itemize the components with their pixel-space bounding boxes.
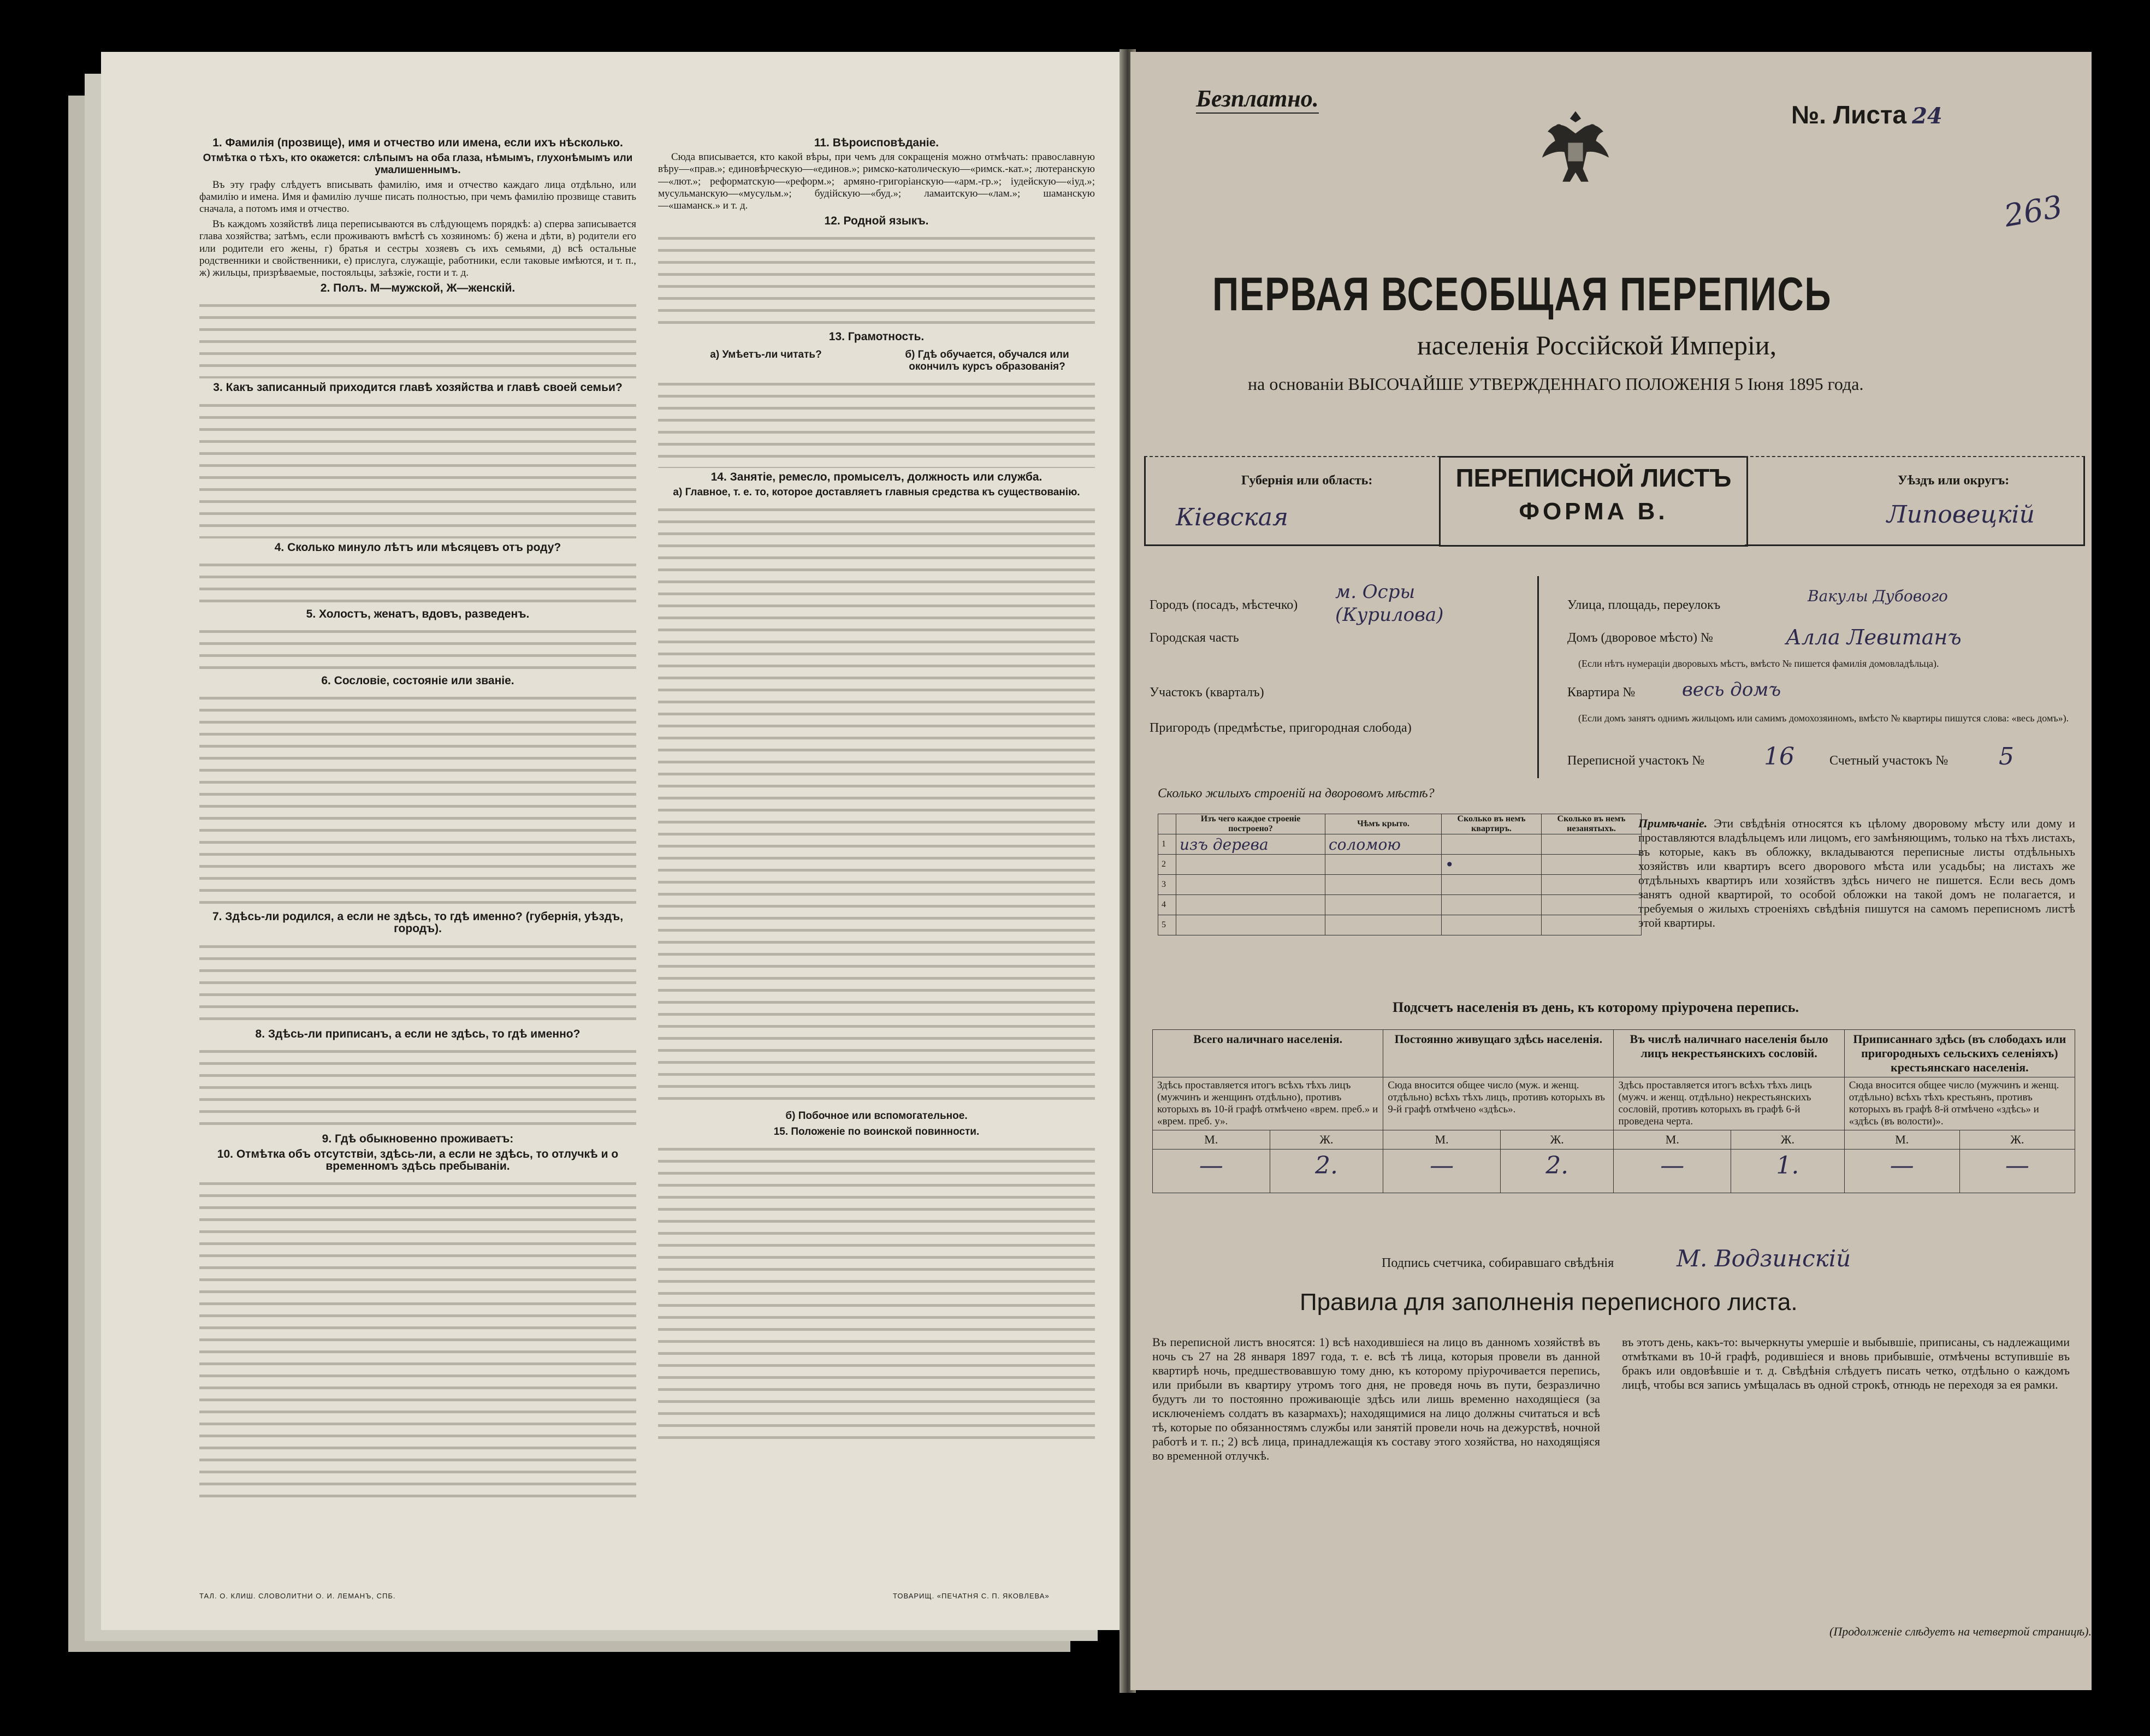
buildings-cell-flats[interactable] (1442, 875, 1542, 895)
form-header (1439, 456, 1748, 547)
section-subheading: Отмѣтка о тѣхъ, кто окажется: слѣпымъ на оба глаза, нѣмымъ, глухонѣмымъ или умалишеннымъ. (203, 152, 633, 176)
section-heading: 7. Здѣсь-ли родился, а если не здѣсь, то гдѣ именно? (губернія, уѣздъ, городъ). (212, 910, 624, 935)
section-subheading: б) Гдѣ обучается, обучался или окончилъ курсъ образованія? (905, 348, 1069, 372)
instructions-column-1 (199, 134, 636, 1586)
buildings-cell-empty[interactable] (1542, 895, 1642, 915)
buildings-question: Сколько жилыхъ строеній на дворовомъ мѣстѣ? (1158, 786, 1435, 801)
right-page-census-form (1130, 52, 2092, 1690)
house-label: Домъ (дворовое мѣсто) № (1567, 631, 1713, 645)
buildings-header: Сколько въ немъ квартиръ. (1442, 814, 1542, 834)
section-heading: 6. Сословіе, состояніе или званіе. (321, 674, 514, 688)
population-header: Приписаннаго здѣсь (въ слободахъ или пригородныхъ сельскихъ селеніяхъ) крестьянскаго населенія. (1844, 1030, 2075, 1077)
text-block (658, 375, 1095, 468)
buildings-cell-roof[interactable] (1325, 855, 1442, 875)
buildings-cell-empty[interactable] (1542, 875, 1642, 895)
precinct-label: Участокъ (кварталъ) (1150, 685, 1264, 700)
buildings-cell-roof[interactable] (1325, 895, 1442, 915)
buildings-cell-n: 4 (1158, 895, 1176, 915)
population-sex-header: Ж. (1731, 1130, 1845, 1150)
page-title: ПЕРВАЯ ВСЕОБЩАЯ ПЕРЕПИСЬ (1212, 268, 1832, 321)
buildings-cell-material[interactable] (1176, 875, 1325, 895)
population-value[interactable]: — (1383, 1150, 1501, 1193)
text-block (199, 623, 636, 672)
buildings-cell-empty[interactable] (1542, 855, 1642, 875)
section-heading: 1. Фамилія (прозвище), имя и отчество или имена, если ихъ нѣсколько. (212, 137, 623, 149)
text-block (199, 689, 636, 908)
census-section-value[interactable]: 16 (1764, 743, 1794, 771)
population-table (1152, 1029, 2075, 1193)
suburb-label: Пригородъ (предмѣстье, пригородная слобода) (1150, 721, 1412, 735)
rules-column-1: Въ переписной листъ вносятся: 1) всѣ находившіеся на лицо въ данномъ хозяйствѣ въ ночь съ 27 на 28 января 1897 года, т. е. всѣ тѣ лица, которыя провели въ данной квартирѣ ночь, предшествовавшую тому дню, къ которому пріурочивается перепись, или прибыли въ квартиру утромъ того дня, не проведя ночь въ пути, безразлично будутъ ли то постоянно проживающіе здѣсь или лишь временно находящіеся (за исключеніемъ солдатъ въ казармахъ); находящимися на лицо должны считаться и всѣ тѣ, которые по обязанностямъ службы или занятій провели ночь на дежурствѣ, ночной работѣ и т. п.; 2) всѣ лица, принадлежащія къ составу этого хозяйства, но находящіяся во временной отлучкѣ. (1152, 1335, 1600, 1462)
population-sex-header: М. (1153, 1130, 1270, 1150)
buildings-header: Чѣмъ крыто. (1325, 814, 1442, 834)
buildings-cell-flats[interactable] (1442, 895, 1542, 915)
buildings-cell-n: 5 (1158, 915, 1176, 935)
instructions-column-2 (658, 134, 1095, 1586)
text-block (199, 938, 636, 1025)
buildings-cell-material[interactable] (1176, 915, 1325, 935)
text-block (199, 556, 636, 605)
street-block (1545, 576, 2086, 778)
town-label: Городъ (посадъ, мѣстечко) (1150, 598, 1298, 612)
section-heading: 14. Занятіе, ремесло, промыселъ, должность или служба. (710, 471, 1043, 484)
buildings-row (1158, 915, 1642, 935)
text-block (199, 297, 636, 378)
signature-value[interactable]: М. Водзинскій (1677, 1245, 1851, 1272)
printer-imprint: ТОВАРИЩ. «ПЕЧАТНЯ С. П. ЯКОВЛЕВА» (893, 1592, 1050, 1600)
population-description: Сюда вносится общее число (мужчинъ и женщ. отдѣльно) всѣхъ тѣхъ крестьянъ, противъ которыхъ въ графѣ 8-й отмѣчено «здѣсь» и «здѣсь (въ волости)». (1844, 1077, 2075, 1130)
buildings-cell-n: 1 (1158, 834, 1176, 855)
population-description: Сюда вносится общее число (муж. и женщ. отдѣльно) всѣхъ тѣхъ лицъ, противъ которыхъ въ 9-й графѣ отмѣчено «здѣсь». (1383, 1077, 1614, 1130)
section-heading: 9. Гдѣ обыкновенно проживаетъ: (322, 1132, 514, 1145)
population-value[interactable]: 2. (1270, 1150, 1383, 1193)
section-heading: 4. Сколько минуло лѣтъ или мѣсяцевъ отъ роду? (274, 541, 561, 554)
sheet-number-label: №. Листа (1791, 100, 1907, 129)
note-title: Примѣчаніе. (1638, 816, 1708, 830)
rules-title: Правила для заполненія переписного листа. (1300, 1289, 1798, 1316)
free-label: Безплатно. (1196, 85, 1319, 114)
district-value[interactable]: Липовецкій (1887, 501, 2035, 529)
population-sex-header: М. (1614, 1130, 1731, 1150)
rules-column-2: въ этотъ день, какъ-то: вычеркнуты умершіе и выбывшіе, приписаны, съ надлежащими отмѣтками въ 10-й графѣ, родившіеся и вновь прибывшіе, отмѣчены вступившіе въ бракъ или овдовѣвшіе и т. д. Свѣдѣнія слѣдуетъ писать четко, отдѣльно о каждомъ лицѣ, чтобы вся запись умѣщалась въ одной строкѣ, отнюдь не переходя за ея рамки. (1622, 1335, 2070, 1391)
section-heading: 2. Полъ. М—мужской, Ж—женскій. (320, 282, 516, 295)
double-headed-eagle-icon (1529, 104, 1622, 199)
buildings-cell-material[interactable] (1176, 855, 1325, 875)
section-heading: 3. Какъ записанный приходится главѣ хозяйства и главѣ своей семьи? (213, 381, 623, 394)
buildings-cell-flats[interactable] (1442, 834, 1542, 855)
archive-number: 263 (2001, 189, 2065, 234)
house-value[interactable]: Алла Левитанъ (1786, 625, 1962, 649)
population-header: Постоянно живущаго здѣсь населенія. (1383, 1030, 1614, 1077)
section-heading: 12. Родной языкъ. (824, 215, 929, 228)
text-block (658, 501, 1095, 1107)
population-value[interactable]: 1. (1731, 1150, 1845, 1193)
section-subheading: а) Умѣетъ-ли читать? (710, 348, 822, 360)
signature-label: Подпись счетчика, собиравшаго свѣдѣнія (1382, 1256, 1614, 1270)
population-sex-header: М. (1844, 1130, 1959, 1150)
apartment-label: Квартира № (1567, 685, 1636, 700)
town-block (1144, 576, 1539, 778)
sheet-number (1791, 100, 1942, 129)
buildings-cell-empty[interactable] (1542, 915, 1642, 935)
population-value[interactable]: 2. (1500, 1150, 1614, 1193)
buildings-header: Изъ чего каждое строеніе построено? (1176, 814, 1325, 834)
left-page-instructions (101, 52, 1125, 1630)
buildings-row (1158, 855, 1642, 875)
population-table-wrap (1152, 1029, 2075, 1193)
house-note: (Если нѣтъ нумераціи дворовыхъ мѣстъ, вмѣсто № пишется фамилія домовладѣльца). (1578, 658, 1939, 669)
town-part-label: Городская часть (1150, 631, 1239, 645)
population-sex-header: Ж. (1959, 1130, 2075, 1150)
population-value[interactable]: — (1614, 1150, 1731, 1193)
sheet-number-value: 24 (1912, 103, 1942, 129)
population-value[interactable]: — (1844, 1150, 1959, 1193)
street-value[interactable]: Вакулы Дубового (1808, 587, 1948, 605)
buildings-cell-material[interactable]: изъ дерева (1176, 834, 1325, 855)
text-block (199, 396, 636, 538)
province-value[interactable]: Кіевская (1176, 503, 1289, 531)
buildings-cell-n: 3 (1158, 875, 1176, 895)
form-title: ПЕРЕПИСНОЙ ЛИСТЪ (1455, 464, 1732, 492)
buildings-cell-flats[interactable]: • (1442, 855, 1542, 875)
section-heading: 8. Здѣсь-ли приписанъ, а если не здѣсь, то гдѣ именно? (255, 1027, 581, 1040)
note-text: Эти свѣдѣнія относятся къ цѣлому дворовому мѣсту или дому и проставляются владѣльцемъ или лицомъ, его замѣняющимъ, только на тѣхъ листахъ, въ которые, какъ въ обложку, вкладываются переписные листы отдѣльныхъ хозяйствъ или квартиръ всего дворового мѣста или усадьбы; на листахъ же отдѣльныхъ квартиръ или хозяйствъ здѣсь ничего не пишется. Если весь домъ занятъ одной квартирой, то особой обложки на такой домъ не полагается, и требуемыя о жилыхъ строеніяхъ свѣдѣнія пишутся на самомъ переписномъ листѣ этой квартиры. (1638, 816, 2075, 929)
section-heading: 10. Отмѣтка объ отсутствіи, здѣсь-ли, а если не здѣсь, то отлучкѣ и о временномъ здѣсь пребываніи. (217, 1148, 619, 1173)
text-block (199, 1175, 636, 1502)
province-box (1144, 456, 1441, 546)
count-section-label: Счетный участокъ № (1829, 754, 1948, 768)
apartment-note: (Если домъ занятъ однимъ жильцомъ или самимъ домохозяиномъ, вмѣсто № квартиры пишутся слова: «весь домъ»). (1578, 713, 2069, 724)
buildings-row (1158, 895, 1642, 915)
instruction-paragraph: Въ эту графу слѣдуетъ вписывать фамилію, имя и отчество каждаго лица отдѣльно, или фамилію и имена. Имя и фамилію лучше писать полностью, при чемъ фамилію прозвище ставить сначала, а потомъ имя и отчество. (199, 179, 636, 215)
section-heading: 5. Холостъ, женатъ, вдовъ, разведенъ. (306, 607, 530, 620)
district-label: Уѣздъ или округъ: (1898, 473, 2010, 488)
buildings-row (1158, 875, 1642, 895)
population-sex-header: Ж. (1500, 1130, 1614, 1150)
buildings-note (1638, 816, 2075, 930)
section-subheading: а) Главное, т. е. то, которое доставляетъ главныя средства къ существованію. (673, 487, 1080, 499)
instruction-paragraph: Въ каждомъ хозяйствѣ лица переписываются въ слѣдующемъ порядкѣ: а) сперва записывается глава хозяйства; затѣмъ, если проживаютъ вмѣстѣ съ хозяиномъ: б) жена и дѣти, в) родители его или родители его жены, г) братья и сестры хозяевъ съ ихъ семьями, д) всѣ остальные родственники и свойственники, е) прислуга, служащіе, работники, если таковые имѣются, и т. п., ж) жильцы, призрѣваемые, постояльцы, заѣзжіе, гости и т. д. (199, 218, 636, 279)
count-section-value[interactable]: 5 (1999, 743, 2014, 771)
text-block (658, 1140, 1095, 1446)
population-description: Здѣсь проставляется итогъ всѣхъ тѣхъ лицъ (мужч. и женщ. отдѣльно) некрестьянскихъ сословій, противъ которыхъ въ графѣ 6-й проведена черта. (1614, 1077, 1844, 1130)
population-value[interactable]: — (1959, 1150, 2075, 1193)
apartment-value[interactable]: весь домъ (1682, 679, 1781, 701)
section-heading: 13. Грамотность. (828, 330, 925, 343)
population-description: Здѣсь проставляется итогъ всѣхъ тѣхъ лицъ (мужчинъ и женщинъ отдѣльно), противъ которыхъ въ 10-й графѣ отмѣчено «врем. преб.» и «врем. преб. у». (1153, 1077, 1383, 1130)
section-heading: 11. Вѣроисповѣданіе. (814, 137, 939, 149)
population-sex-header: Ж. (1270, 1130, 1383, 1150)
census-section-label: Переписной участокъ № (1567, 754, 1705, 768)
population-sex-header: М. (1383, 1130, 1501, 1150)
province-label: Губернія или область: (1241, 473, 1373, 488)
buildings-cell-flats[interactable] (1442, 915, 1542, 935)
text-block (658, 229, 1095, 328)
buildings-cell-roof[interactable]: соломою (1325, 834, 1442, 855)
section-subheading: б) Побочное или вспомогательное. (785, 1110, 968, 1122)
buildings-row (1158, 834, 1642, 855)
printer-imprint: ТАЛ. О. КЛИШ. СЛОВОЛИТНИ О. И. ЛЕМАНЪ, СПБ. (199, 1592, 396, 1600)
buildings-cell-empty[interactable] (1542, 834, 1642, 855)
population-header: Всего наличнаго населенія. (1153, 1030, 1383, 1077)
legal-basis: на основаніи ВЫСОЧАЙШЕ УТВЕРЖДЕННАГО ПОЛОЖЕНІЯ 5 Іюня 1895 года. (1248, 374, 1864, 394)
instruction-paragraph: Сюда вписывается, кто какой вѣры, при чемъ для сокращенія можно отмѣчать: православную вѣру—«прав.»; единовѣрческую—«единов.»; римско-католическую—«римск.-кат.»; лютеранскую—«лют.»; реформатскую—«реформ.»; армяно-григоріанскую—«арм.-гр.»; іудейскую—«іуд.»; мусульманскую—«мусульм.»; будійскую—«буд.»; ламаитскую—«лам.»; шаманскую—«шаманск.» и т. д. (658, 151, 1095, 212)
population-title: Подсчетъ населенія въ день, къ которому пріурочена перепись. (1393, 999, 1799, 1015)
section-subheading: 15. Положеніе по воинской повинности. (773, 1125, 980, 1137)
form-name: ФОРМА В. (1519, 498, 1668, 525)
population-header: Въ числѣ наличнаго населенія было лицъ некрестьянскихъ сословій. (1614, 1030, 1844, 1077)
district-box (1745, 456, 2085, 546)
page-subtitle: населенія Россійской Имперіи, (1417, 330, 1777, 360)
buildings-header: Сколько въ немъ незанятыхъ. (1542, 814, 1642, 834)
buildings-table (1158, 814, 1642, 935)
buildings-cell-roof[interactable] (1325, 875, 1442, 895)
buildings-table-wrap (1158, 814, 1642, 935)
buildings-cell-roof[interactable] (1325, 915, 1442, 935)
street-label: Улица, площадь, переулокъ (1567, 598, 1721, 612)
rules-continued: (Продолженіе слѣдуетъ на четвертой страницѣ). (1829, 1625, 2092, 1638)
text-block (199, 1042, 636, 1130)
buildings-cell-material[interactable] (1176, 895, 1325, 915)
town-value[interactable]: м. Осры (Курилова) (1335, 581, 1444, 626)
buildings-cell-n: 2 (1158, 855, 1176, 875)
population-value[interactable]: — (1153, 1150, 1270, 1193)
